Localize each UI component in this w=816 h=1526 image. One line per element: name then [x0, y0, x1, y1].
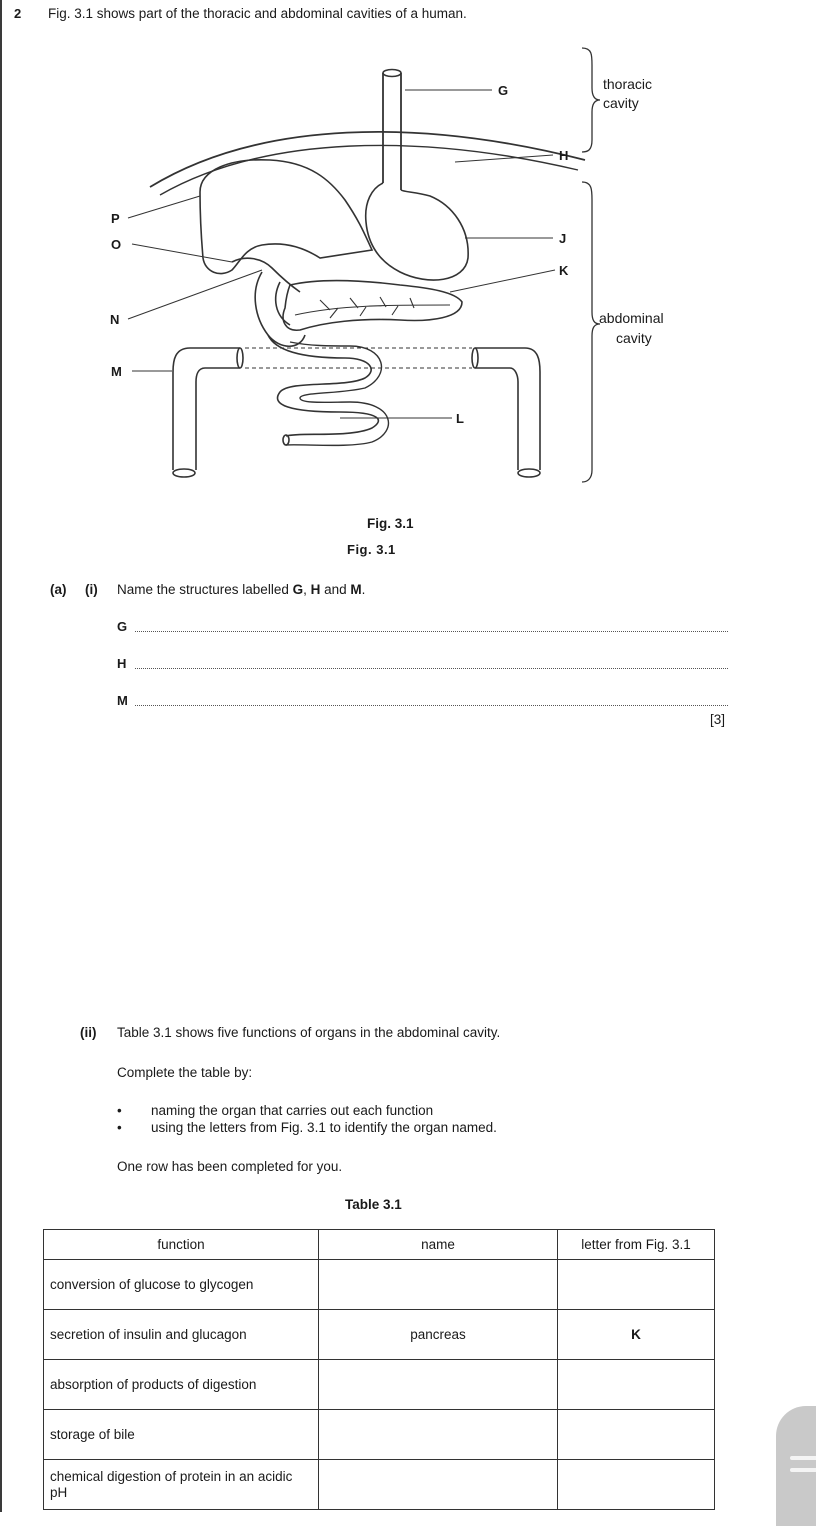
part-a-ii-intro: Table 3.1 shows five functions of organs in the abdominal cavity. [117, 1025, 501, 1040]
part-a-label: (a) [50, 582, 67, 597]
bullet-2: • using the letters from Fig. 3.1 to identify the organ named. [117, 1119, 497, 1136]
table-header-row [44, 1230, 715, 1260]
prompt-sep-1: , [303, 582, 311, 597]
label-j: J [559, 231, 567, 246]
figure-caption-repeat: Fig. 3.1 [347, 542, 396, 557]
table-row [44, 1310, 715, 1360]
answer-label-g: G [117, 619, 128, 634]
cell-name[interactable] [319, 1360, 558, 1410]
sub-ii-label: (ii) [80, 1025, 97, 1040]
table-title: Table 3.1 [345, 1197, 402, 1212]
liver [200, 160, 372, 274]
figure-caption: Fig. 3.1 [367, 516, 414, 531]
marks-3: [3] [710, 712, 726, 727]
colon-right-end [518, 469, 540, 477]
table-row [44, 1360, 715, 1410]
table-row [44, 1410, 715, 1460]
diaphragm-inner [160, 145, 578, 195]
prompt-sep-2: and [320, 582, 351, 597]
cell-function: storage of bile [44, 1410, 319, 1460]
bullet-1: • naming the organ that carries out each function [117, 1102, 497, 1119]
thoracic-brace [582, 48, 600, 152]
abdominal-brace [582, 182, 600, 482]
colon-left-cut [237, 348, 243, 368]
part-a-ii-note: One row has been completed for you. [117, 1159, 343, 1174]
abdominal-label-line1: abdominal [599, 310, 664, 326]
cell-function: absorption of products of digestion [44, 1360, 319, 1410]
transverse-colon-dashed [245, 348, 472, 368]
cell-name[interactable] [319, 1460, 558, 1510]
prompt-letter-m: M [350, 582, 362, 597]
answer-line-m[interactable] [135, 705, 728, 706]
cell-name: pancreas [319, 1310, 558, 1360]
label-h: H [559, 148, 569, 163]
prompt-letter-g: G [292, 582, 304, 597]
label-l: L [456, 411, 464, 426]
scroll-handle[interactable] [776, 1406, 816, 1526]
pancreatic-duct [295, 297, 450, 318]
header-letter: letter from Fig. 3.1 [558, 1230, 715, 1260]
answer-label-m: M [117, 693, 128, 708]
colon-left [173, 348, 240, 470]
prompt-end: . [361, 582, 366, 597]
cell-function: chemical digestion of protein in an acidic pH [44, 1460, 319, 1510]
thoracic-label-line1: thoracic [603, 76, 653, 92]
label-k: K [559, 263, 569, 278]
label-m: M [111, 364, 122, 379]
prompt-text: Name the structures labelled [117, 582, 293, 597]
cell-letter[interactable] [558, 1260, 715, 1310]
part-a-i-prompt [117, 582, 365, 597]
colon-left-end [173, 469, 195, 477]
cell-letter: K [558, 1310, 715, 1360]
header-name: name [319, 1230, 558, 1260]
answer-line-h[interactable] [135, 668, 728, 669]
instruction-bullets [117, 1102, 497, 1136]
prompt-letter-h: H [310, 582, 321, 597]
handle-grip-line [790, 1468, 816, 1472]
cell-name[interactable] [319, 1410, 558, 1460]
part-a-ii-instruction: Complete the table by: [117, 1065, 253, 1080]
small-intestine [268, 335, 378, 436]
diaphragm [150, 132, 585, 187]
stomach [366, 183, 468, 280]
colon-right [475, 348, 540, 470]
abdominal-label-line2: cavity [616, 330, 652, 346]
cell-letter[interactable] [558, 1410, 715, 1460]
colon-right-cut [472, 348, 478, 368]
table-row [44, 1260, 715, 1310]
label-g: G [498, 83, 509, 98]
cell-name[interactable] [319, 1260, 558, 1310]
header-function: function [44, 1230, 319, 1260]
label-n: N [110, 312, 120, 327]
cell-function: secretion of insulin and glucagon [44, 1310, 319, 1360]
thoracic-label-line2: cavity [603, 95, 639, 111]
answer-line-g[interactable] [135, 631, 728, 632]
question-number: 2 [14, 6, 22, 21]
handle-grip-line [790, 1456, 816, 1460]
cell-function: conversion of glucose to glycogen [44, 1260, 319, 1310]
cell-letter[interactable] [558, 1460, 715, 1510]
question-intro: Fig. 3.1 shows part of the thoracic and abdominal cavities of a human. [48, 6, 467, 21]
thoracic-abdominal-diagram [0, 0, 816, 500]
sub-i-label: (i) [85, 582, 98, 597]
small-intestine-end [283, 435, 289, 445]
answer-label-h: H [117, 656, 127, 671]
label-p: P [111, 211, 120, 226]
oesophagus-top [383, 70, 401, 77]
table-row [44, 1460, 715, 1510]
table-3-1 [43, 1229, 715, 1510]
cell-letter[interactable] [558, 1360, 715, 1410]
label-o: O [111, 237, 122, 252]
